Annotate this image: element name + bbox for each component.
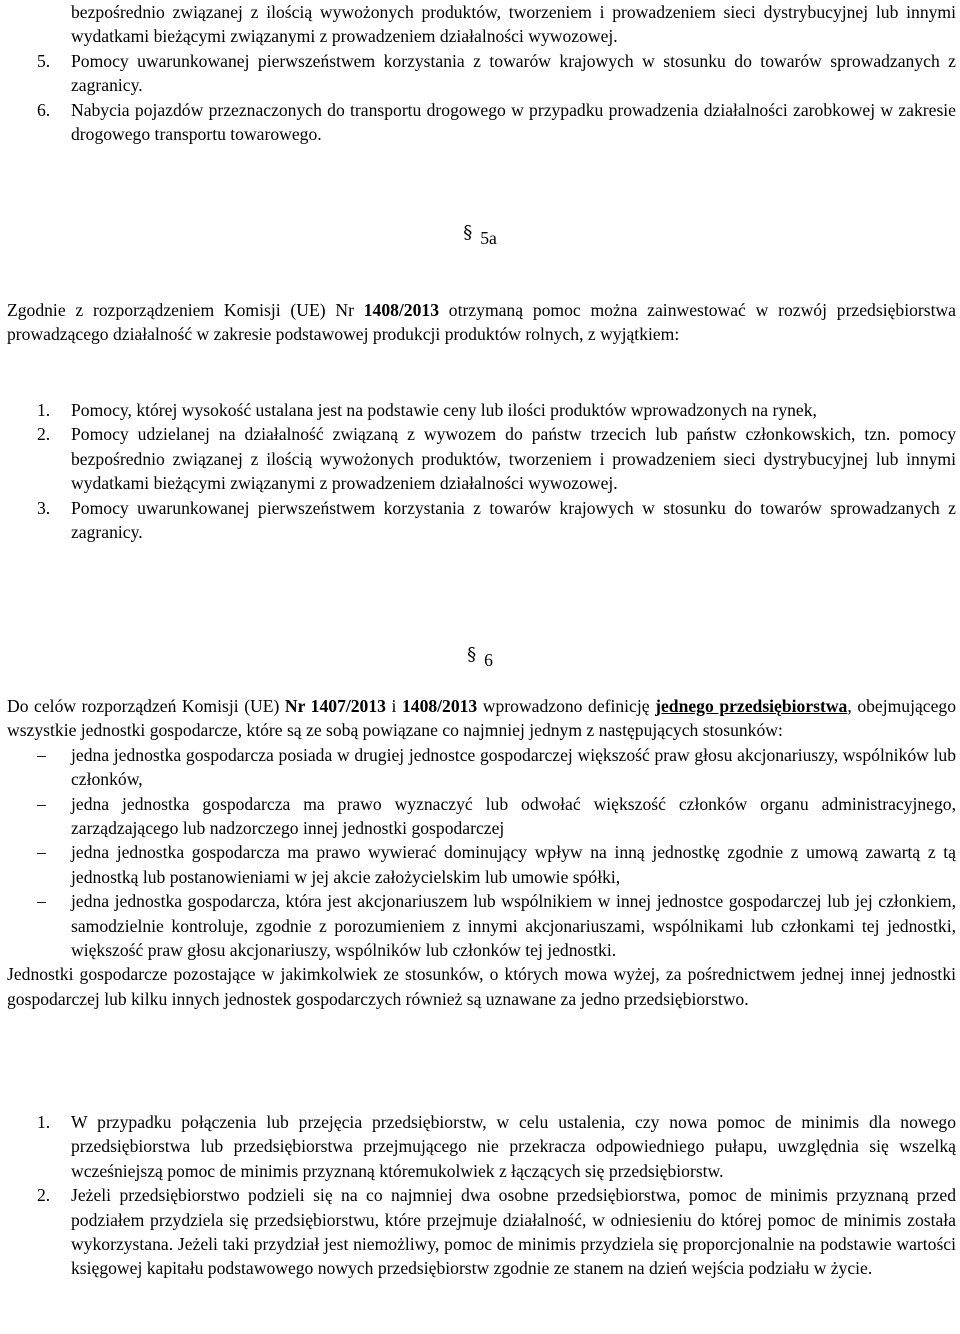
section-sign: § [463, 222, 473, 243]
list-item-text: Pomocy uwarunkowanej pierwszeństwem korzystania z towarów krajowych w stosunku do towarów sprowadzanych z zagranicy. [71, 50, 956, 96]
dash-list-item-text: jedna jednostka gospodarcza, która jest akcjonariuszem lub wspólnikiem w innej jednostce gospodarczej lub jej członkiem, samodzielnie kontroluje, zgodnie z porozumieniem z innymi akcjonariuszami, wspólnikami lub członkami tej jednostki, większość praw głosu akcjonariuszy, wspólników lub członków tej jednostki. [71, 891, 956, 961]
dash-list-item [7, 840, 956, 889]
list-item-number: 5. [37, 50, 51, 71]
section-5a-list [7, 398, 956, 544]
dash-bullet: – [37, 842, 46, 863]
list-item-number: 1. [37, 1112, 51, 1132]
section-5a-body [7, 298, 956, 347]
list-item [7, 1183, 956, 1281]
list-item [7, 422, 956, 495]
dash-list-item [7, 743, 956, 792]
list-item-text: Pomocy, której wysokość ustalana jest na podstawie ceny lub ilości produktów wprowadzonych na rynek, [71, 400, 817, 420]
dash-list-item-text: jedna jednostka gospodarcza posiada w drugiej jednostce gospodarczej większość praw głosu akcjonariuszy, wspólników lub członków, [71, 744, 956, 790]
section-6-body [7, 694, 956, 1011]
list-item [7, 496, 956, 545]
dash-bullet: – [37, 744, 46, 765]
list-item [7, 49, 956, 98]
dash-list-item-text: jedna jednostka gospodarcza ma prawo wywierać dominujący wpływ na inną jednostkę zgodnie z umową zawartą z tą jednostką lub postanowieniami w jej akcie założycielskim lub umowie spółki, [71, 842, 956, 887]
dash-list-item [7, 889, 956, 962]
dash-list-item [7, 792, 956, 841]
dash-bullet: – [37, 891, 46, 912]
section-heading-5a [0, 222, 960, 251]
list-item-text: bezpośrednio związanej z ilością wywożonych produktów, tworzeniem i prowadzeniem sieci dystrybucyjnej lub innymi wydatkami bieżącymi związanymi z prowadzeniem działalności wywozowej. [71, 2, 956, 47]
section-6-intro: Do celów rozporządzeń Komisji (UE) Nr 1407/2013 i 1408/2013 wprowadzono definicję jednego przedsiębiorstwa, obejmującego wszystkie jednostki gospodarcze, które są ze sobą powiązane co najmniej jednym z następujących stosunków: [7, 696, 956, 741]
section-5a-intro: Zgodnie z rozporządzeniem Komisji (UE) Nr 1408/2013 otrzymaną pomoc można zainwestować w rozwój przedsiębiorstwa prowadzącego działalność w zakresie podstawowej produkcji produktów rolnych, z wyjątkiem: [7, 300, 956, 345]
section-sign: § [467, 644, 477, 665]
list-item-text: W przypadku połączenia lub przejęcia przedsiębiorstw, w celu ustalenia, czy nowa pomoc de minimis dla nowego przedsiębiorstwa lub przedsiębiorstwa przejmującego nie przekracza odpowiedniego pułapu, uwzględnia się wszelką wcześniejszą pomoc de minimis przyznaną któremukolwiek z łączących się przedsiębiorstw. [71, 1112, 956, 1181]
list-item-number: 2. [37, 424, 51, 445]
section-number: 6 [484, 650, 493, 670]
list-item-text: Pomocy uwarunkowanej pierwszeństwem korzystania z towarów krajowych w stosunku do towarów sprowadzanych z zagranicy. [71, 497, 956, 543]
list-item-text: Jeżeli przedsiębiorstwo podzieli się na co najmniej dwa osobne przedsiębiorstwa, pomoc de minimis przyznaną przed podziałem przydziela się przedsiębiorstwu, które przejmuje działalność, w odniesieniu do której pomoc de minimis została wykorzystana. Jeżeli taki przydział jest niemożliwy, pomoc de minimis przydziela się proporcjonalnie na podstawie wartości księgowej kapitału podstawowego nowych przedsiębiorstw zgodnie ze stanem na dzień wejścia podziału w życie. [71, 1185, 956, 1279]
list-item-text: Pomocy udzielanej na działalność związaną z wywozem do państw trzecich lub państw członkowskich, tzn. pomocy bezpośrednio związanej z ilością wywożonych produktów, tworzeniem i prowadzeniem sieci dystrybucyjnej lub innymi wydatkami bieżącymi związanymi z prowadzeniem działalności wywozowej. [71, 424, 956, 494]
list-item-number: 2. [37, 1185, 51, 1206]
dash-bullet: – [37, 793, 46, 814]
list-item [7, 1110, 956, 1183]
list-item-text: Nabycia pojazdów przeznaczonych do transportu drogowego w przypadku prowadzenia działalności zarobkowej w zakresie drogowego transportu towarowego. [71, 99, 956, 145]
list-item-number: 1. [37, 400, 51, 420]
section-heading-6 [0, 644, 960, 673]
section-number: 5a [480, 228, 497, 248]
section-6-list [7, 1110, 956, 1281]
list-item-number: 3. [37, 497, 51, 518]
section-6-closing: Jednostki gospodarcze pozostające w jakimkolwiek ze stosunków, o których mowa wyżej, za pośrednictwem jednej innej jednostki gospodarczej lub kilku innych jednostek gospodarczych również są uznawane za jedno przedsiębiorstwo. [7, 964, 956, 1009]
list-item-number: 6. [37, 99, 51, 120]
list-item [7, 398, 956, 422]
list-item-continuation [7, 0, 956, 49]
dash-list-item-text: jedna jednostka gospodarcza ma prawo wyznaczyć lub odwołać większość członków organu administracyjnego, zarządzającego lub nadzorczego innej jednostki gospodarczej [71, 793, 956, 839]
top-list [7, 0, 956, 146]
list-item [7, 98, 956, 147]
